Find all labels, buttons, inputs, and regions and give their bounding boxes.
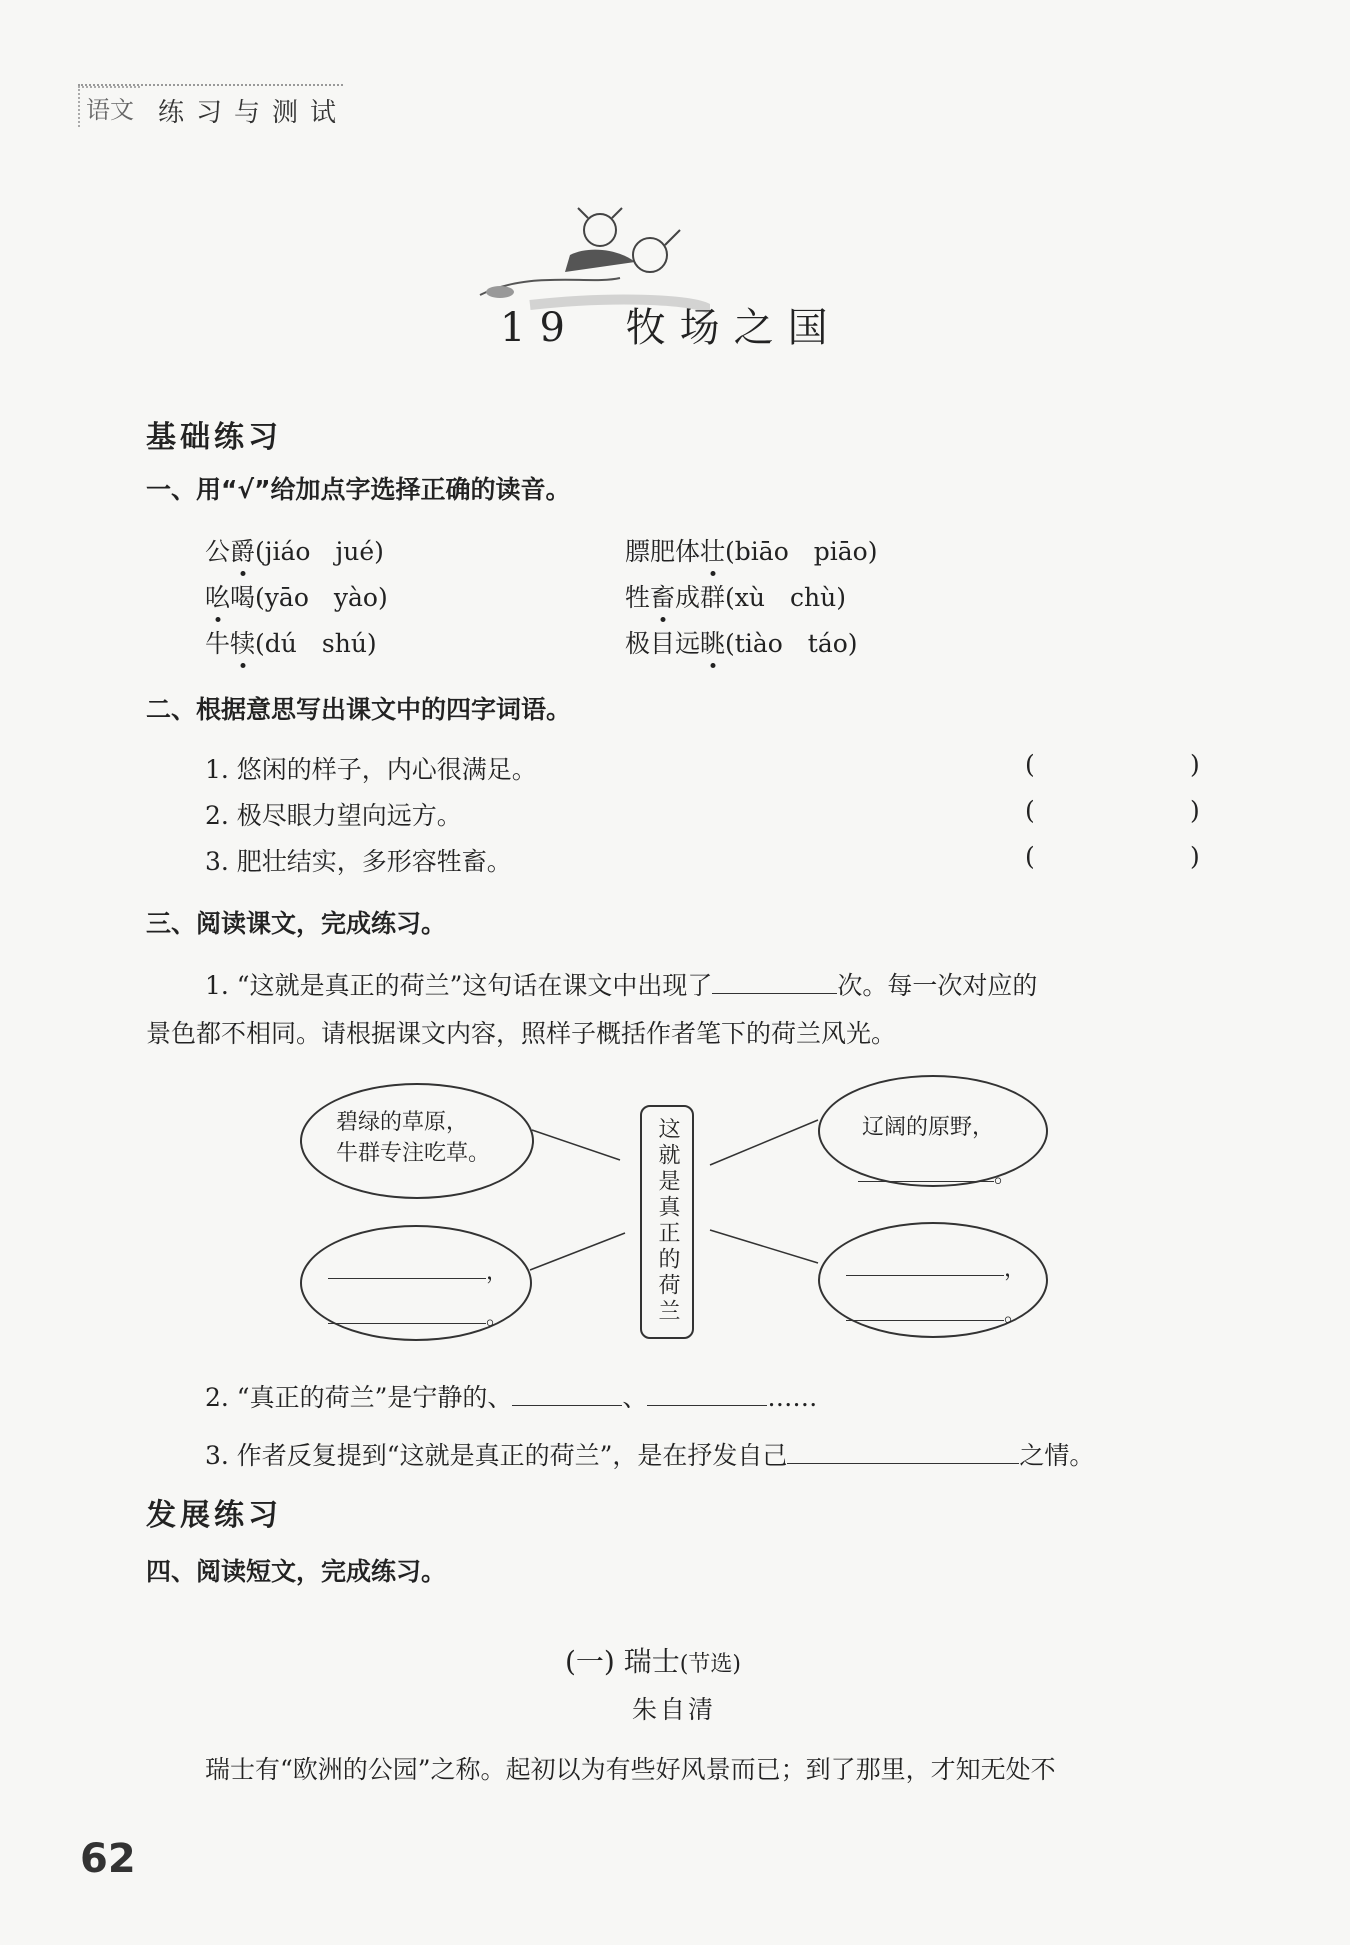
q3-s3-blank[interactable] xyxy=(787,1438,1019,1464)
passage-author: 朱自清 xyxy=(632,1695,717,1724)
q3-s2-blank-1[interactable] xyxy=(512,1380,622,1406)
q3-s1-line1: 1. “这就是真正的荷兰”这句话在课文中出现了 次。每一次对应的 xyxy=(205,966,1037,1002)
q2-item-2: 2. 极尽眼力望向远方。 xyxy=(205,801,462,830)
q2-answer-2-open: ( xyxy=(1025,796,1035,825)
q3-s1-blank[interactable] xyxy=(712,968,837,994)
q2-answer-1-open: ( xyxy=(1025,750,1035,779)
subject-tag: 语文 xyxy=(78,86,140,127)
q2-answer-3-open: ( xyxy=(1025,842,1035,871)
q1-item-1: 公爵(jiáo jué) xyxy=(205,537,384,566)
diagram-tr-answer[interactable]: 。 xyxy=(858,1158,1016,1189)
q2-answer-2-close: ) xyxy=(1190,796,1200,825)
q1-item-4: 牲畜成群(xù chù) xyxy=(625,583,846,612)
q3-prompt: 三、阅读课文，完成练习。 xyxy=(146,909,447,938)
q1-prompt: 一、用“√”给加点字选择正确的读音。 xyxy=(146,475,571,504)
passage-first-line: 瑞士有“欧洲的公园”之称。起初以为有些好风景而已；到了那里，才知无处不 xyxy=(205,1755,1056,1784)
q3-s2-blank-2[interactable] xyxy=(647,1380,767,1406)
q3-s3: 3. 作者反复提到“这就是真正的荷兰”，是在抒发自己 之情。 xyxy=(205,1436,1094,1472)
lesson-title xyxy=(500,296,842,353)
diagram-tr-line1: 辽阔的原野， xyxy=(862,1115,995,1140)
q1-item-3: 吆喝(yāo yào) xyxy=(205,583,388,612)
page-number: 62 xyxy=(80,1836,136,1882)
q2-answer-3-close: ) xyxy=(1190,842,1200,871)
book-title: 练习与测试 xyxy=(158,98,349,128)
q2-prompt: 二、根据意思写出课文中的四字词语。 xyxy=(146,695,572,724)
diagram-bl-answer-1[interactable]: ， xyxy=(328,1255,508,1286)
section-basic-heading: 基础练习 xyxy=(146,420,282,455)
diagram-bl-answer-2[interactable]: 。 xyxy=(328,1300,508,1331)
lesson-name: 牧场之国 xyxy=(625,305,842,351)
diagram-tl-line1: 碧绿的草原， xyxy=(336,1110,469,1135)
q1-item-5: 牛犊(dú shú) xyxy=(205,629,377,658)
diagram-center-text: 这就是真正的荷兰 xyxy=(655,1117,680,1325)
diagram-tl-line2: 牛群专注吃草。 xyxy=(336,1141,491,1166)
section-develop-heading: 发展练习 xyxy=(146,1498,282,1533)
q3-s2: 2. “真正的荷兰”是宁静的、 、 …… xyxy=(205,1378,817,1414)
q2-item-1: 1. 悠闲的样子，内心很满足。 xyxy=(205,755,537,784)
lesson-number: 19 xyxy=(500,305,579,351)
q1-item-2: 膘肥体壮(biāo piāo) xyxy=(625,537,878,566)
diagram-br-answer-2[interactable]: 。 xyxy=(846,1297,1026,1328)
passage-title: (一) 瑞士(节选) xyxy=(565,1645,741,1678)
q2-item-3: 3. 肥壮结实，多形容牲畜。 xyxy=(205,847,512,876)
q1-item-6: 极目远眺(tiào táo) xyxy=(625,629,858,658)
q2-answer-1-close: ) xyxy=(1190,750,1200,779)
q4-prompt: 四、阅读短文，完成练习。 xyxy=(146,1557,447,1586)
diagram-br-answer-1[interactable]: ， xyxy=(846,1252,1026,1283)
q3-s1-line2: 景色都不相同。请根据课文内容，照样子概括作者笔下的荷兰风光。 xyxy=(146,1019,897,1048)
